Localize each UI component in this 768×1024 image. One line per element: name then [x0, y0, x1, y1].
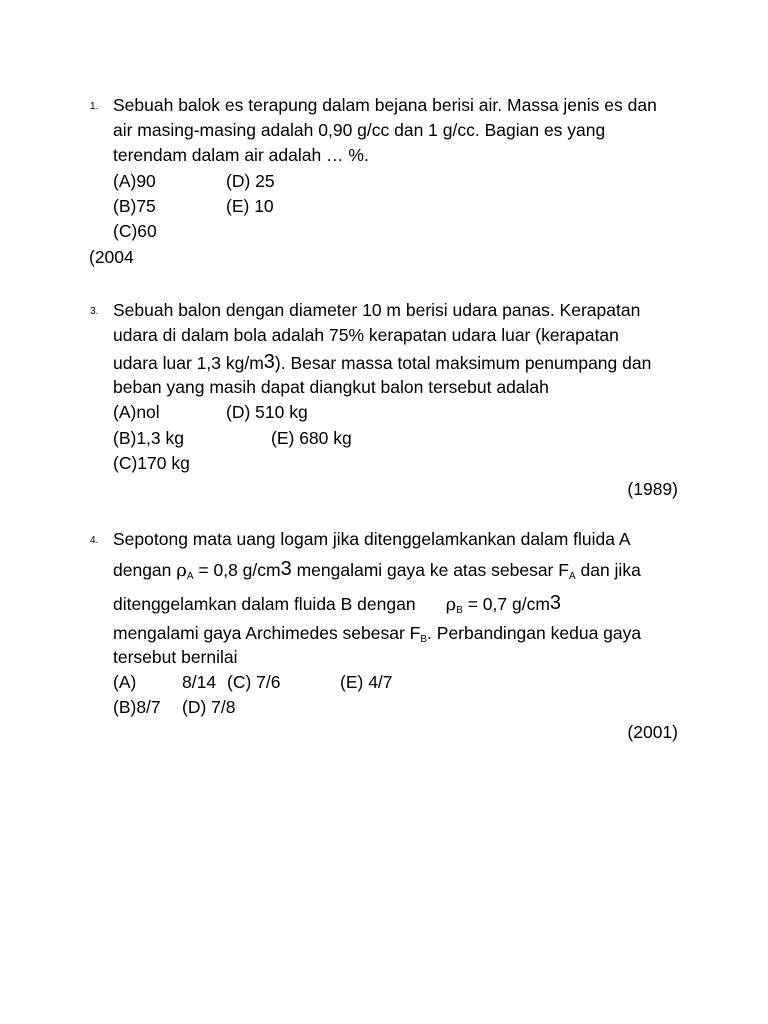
question-text-line: mengalami gaya Archimedes sebesar $F_B$. Perbandingan kedua gaya [113, 623, 642, 645]
option-a-label: (A) [113, 672, 137, 692]
rho-symbol: ρ [176, 560, 187, 581]
option-e: (E) 10 [226, 196, 274, 216]
question-text-line: dengan $\rho_A = 0,8$ g/cm3 mengalami gaya ke atas sebesar $F_A$ dan jika [113, 558, 641, 582]
option-c: (C) 7/6 [227, 672, 281, 692]
question-text-line: Sebuah balok es terapung dalam bejana berisi air. Massa jenis es dan [113, 95, 657, 115]
option-c: (C)60 [113, 221, 157, 241]
question-text-line: Sepotong mata uang logam jika ditenggelamkankan dalam fluida A [113, 529, 631, 549]
question-text-line: Sebuah balon dengan diameter 10 m berisi udara panas. Kerapatan [113, 300, 641, 320]
question-text-line: udara luar 1,3 kg/m3). Besar massa total maksimum penumpang dan [113, 351, 652, 373]
question-year: (1989) [627, 479, 678, 499]
option-d: (D) 510 kg [226, 402, 308, 422]
question-text-line: air masing-masing adalah 0,90 g/cc dan 1 g/cc. Bagian es yang [113, 120, 606, 140]
question-text-line: terendam dalam air adalah … %. [113, 145, 369, 165]
question-year: (2004 [89, 247, 134, 267]
option-b: (B)75 [113, 196, 156, 216]
question-text-line: ditenggelamkan dalam fluida B dengan $\rho_B = 0,7$ g/cm3 [113, 592, 562, 616]
option-d: (D) 25 [226, 171, 275, 191]
rho-symbol: ρ [445, 594, 457, 615]
option-d: (D) 7/8 [182, 697, 236, 717]
option-a: (A)nol [113, 402, 160, 422]
option-b: (B)8/7 [113, 697, 161, 717]
question-text-line: tersebut bernilai [113, 647, 238, 667]
question-number: 4. [90, 535, 99, 546]
question-text-line: udara di dalam bola adalah 75% kerapatan udara luar (kerapatan [113, 325, 619, 345]
option-a: (A)90 [113, 171, 156, 191]
question-number: 1. [90, 101, 99, 112]
question-year: (2001) [627, 722, 678, 742]
option-b: (B)1,3 kg [113, 428, 184, 448]
option-a-value: 8/14 [182, 672, 217, 692]
option-e: (E) 680 kg [271, 428, 352, 448]
question-number: 3. [90, 306, 99, 317]
option-e: (E) 4/7 [340, 672, 393, 692]
question-text-line: beban yang masih dapat diangkut balon tersebut adalah [113, 377, 549, 397]
option-c: (C)170 kg [113, 453, 190, 473]
